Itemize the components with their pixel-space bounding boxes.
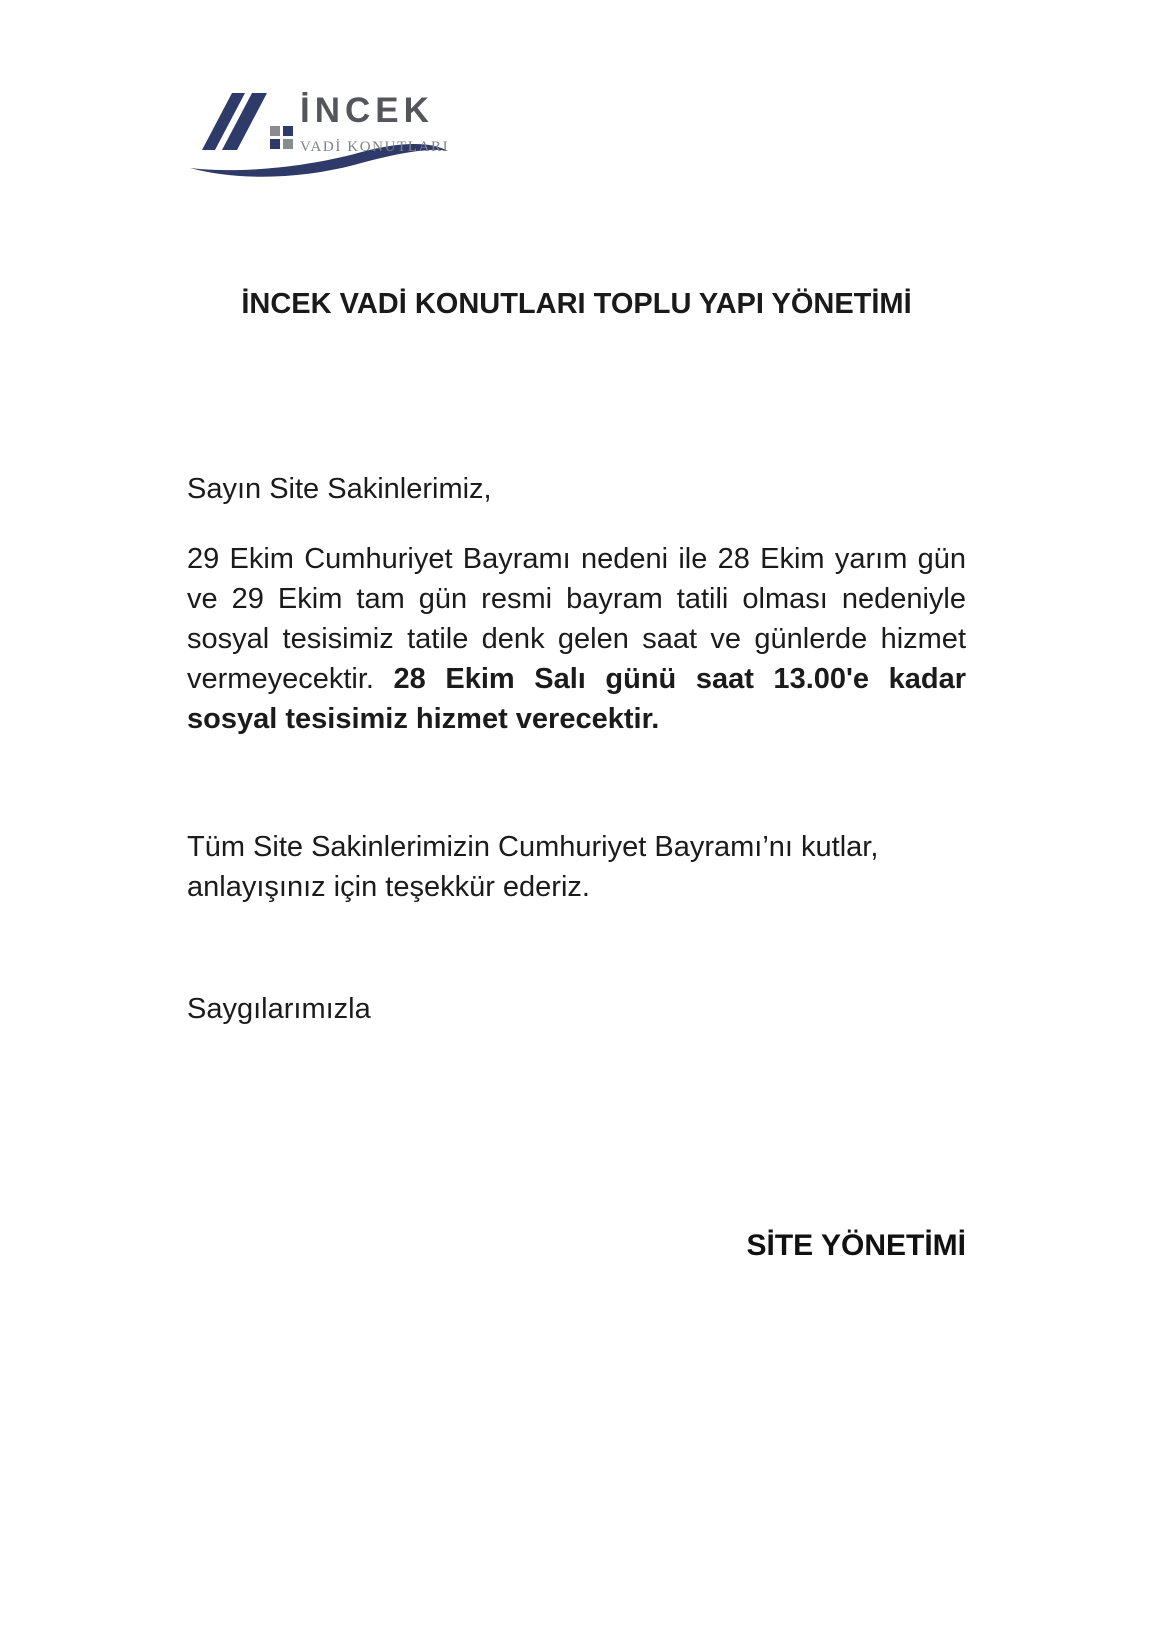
closing-salutation: Saygılarımızla: [187, 993, 371, 1025]
holiday-notice-bold-text: 28 Ekim Salı günü saat 13.00'e kadar sosyal tesisimiz hizmet verecektir.: [187, 663, 966, 735]
signature: SİTE YÖNETİMİ: [746, 1229, 966, 1262]
holiday-notice-normal-text: 29 Ekim Cumhuriyet Bayramı nedeni ile 28 Ekim yarım gün ve 29 Ekim tam gün resmi bayram tatili olması nedeniyle sosyal tesisimiz tatile denk gelen saat ve günlerde hizmet vermeyecektir.: [187, 543, 966, 695]
logo-squares: [270, 126, 293, 149]
greeting: Sayın Site Sakinlerimiz,: [187, 473, 492, 505]
incek-logo: [188, 80, 450, 180]
celebration-paragraph: Tüm Site Sakinlerimizin Cumhuriyet Bayramı’nı kutlar, anlayışınız için teşekkür ederiz.: [187, 831, 879, 903]
logo-name: İNCEK: [300, 91, 434, 130]
document-title: İNCEK VADİ KONUTLARI TOPLU YAPI YÖNETİMİ: [241, 288, 912, 320]
logo-subtitle: VADİ KONUTLARI: [300, 139, 450, 155]
holiday-notice-paragraph: [187, 539, 966, 739]
